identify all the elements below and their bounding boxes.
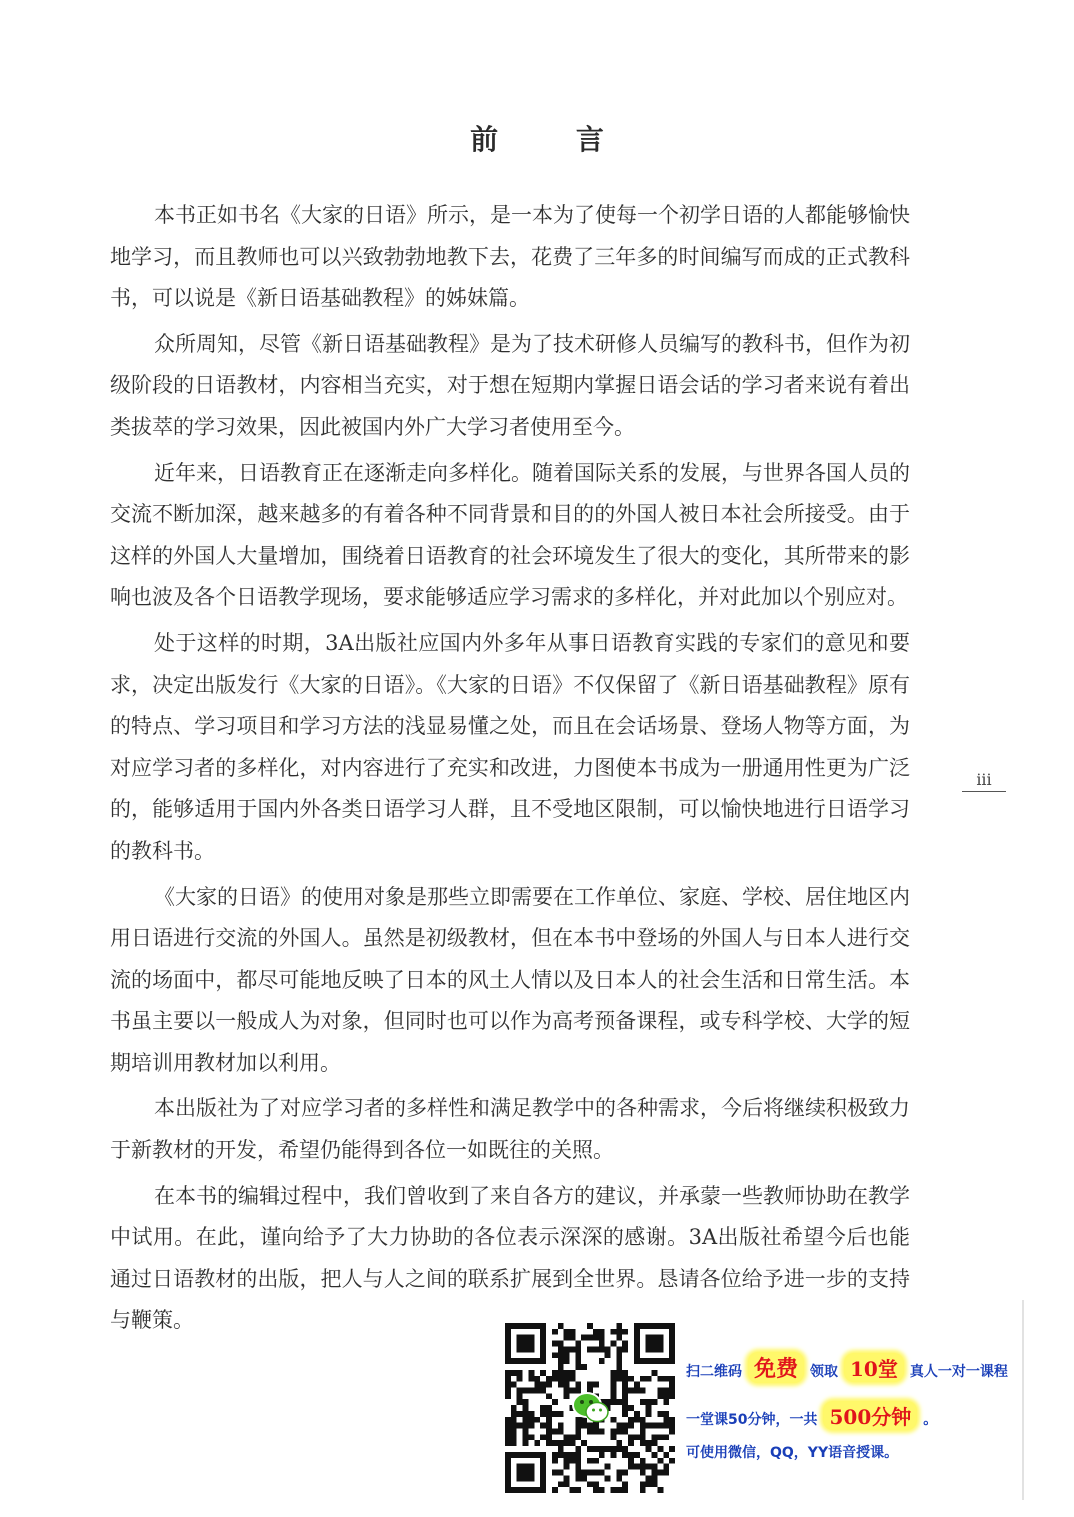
promo-duration-text: 一堂课50分钟，一共	[686, 1412, 818, 1428]
promo-total-minutes: 500分钟	[823, 1401, 917, 1430]
paragraph-7: 在本书的编辑过程中，我们曾收到了来自各方的建议，并承蒙一些教师协助在教学中试用。在此，谨向给予了大力协助的各位表示深深的感谢。3A出版社希望今后也能通过日语教材的出版，把人与人之间的联系扩展到全世界。恳请各位给予进一步的支持与鞭策。	[110, 1183, 910, 1333]
promo-line-1	[686, 1352, 1008, 1383]
promo-lesson-count: 10堂	[844, 1353, 904, 1382]
promo-claim-text: 领取	[810, 1364, 839, 1380]
page-title: 前 言	[470, 123, 638, 156]
paragraph-2: 众所周知，尽管《新日语基础教程》是为了技术研修人员编写的教科书，但作为初级阶段的日语教材，内容相当充实，对于想在短期内掌握日语会话的学习者来说有着出类拔萃的学习效果，因此被国内外广大学习者使用至今。	[110, 331, 910, 439]
promo-scan-text: 扫二维码	[686, 1364, 742, 1380]
promo-line-2	[686, 1401, 937, 1430]
paragraph-3: 近年来，日语教育正在逐渐走向多样化。随着国际关系的发展，与世界各国人员的交流不断加深，越来越多的有着各种不同背景和目的的外国人被日本社会所接受。由于这样的外国人大量增加，围绕着日语教育的社会环境发生了很大的变化，其所带来的影响也波及各个日语教学现场，要求能够适应学习需求的多样化，并对此加以个别应对。	[110, 460, 910, 610]
promo-period: 。	[923, 1412, 938, 1428]
page-number: iii	[962, 770, 1006, 792]
promo-free-badge: 免费	[748, 1352, 804, 1383]
promo-line-3: 可使用微信，QQ，YY语音授课。	[686, 1445, 899, 1461]
promo-course-text: 真人一对一课程	[909, 1364, 1008, 1380]
qr-code[interactable]	[503, 1323, 677, 1493]
preface-body	[110, 195, 910, 1346]
scan-edge-right	[1022, 1300, 1024, 1500]
paragraph-4: 处于这样的时期，3A出版社应国内外多年从事日语教育实践的专家们的意见和要求，决定出版发行《大家的日语》。《大家的日语》不仅保留了《新日语基础教程》原有的特点、学习项目和学习方法的浅显易懂之处，而且在会话场景、登场人物等方面，为对应学习者的多样化，对内容进行了充实和改进，力图使本书成为一册通用性更为广泛的，能够适用于国内外各类日语学习人群，且不受地区限制，可以愉快地进行日语学习的教科书。	[110, 630, 910, 863]
paragraph-1: 本书正如书名《大家的日语》所示，是一本为了使每一个初学日语的人都能够愉快地学习，而且教师也可以兴致勃勃地教下去，花费了三年多的时间编写而成的正式教科书，可以说是《新日语基础教程》的姊妹篇。	[110, 203, 910, 311]
paragraph-5: 《大家的日语》的使用对象是那些立即需要在工作单位、家庭、学校、居住地区内用日语进行交流的外国人。虽然是初级教材，但在本书中登场的外国人与日本人进行交流的场面中，都尽可能地反映了日本的风土人情以及日本人的社会生活和日常生活。本书虽主要以一般成人为对象，但同时也可以作为高考预备课程，或专科学校、大学的短期培训用教材加以利用。	[110, 884, 910, 1075]
wechat-icon	[571, 1390, 611, 1426]
paragraph-6: 本出版社为了对应学习者的多样性和满足教学中的各种需求，今后将继续积极致力于新教材的开发，希望仍能得到各位一如既往的关照。	[110, 1096, 910, 1163]
